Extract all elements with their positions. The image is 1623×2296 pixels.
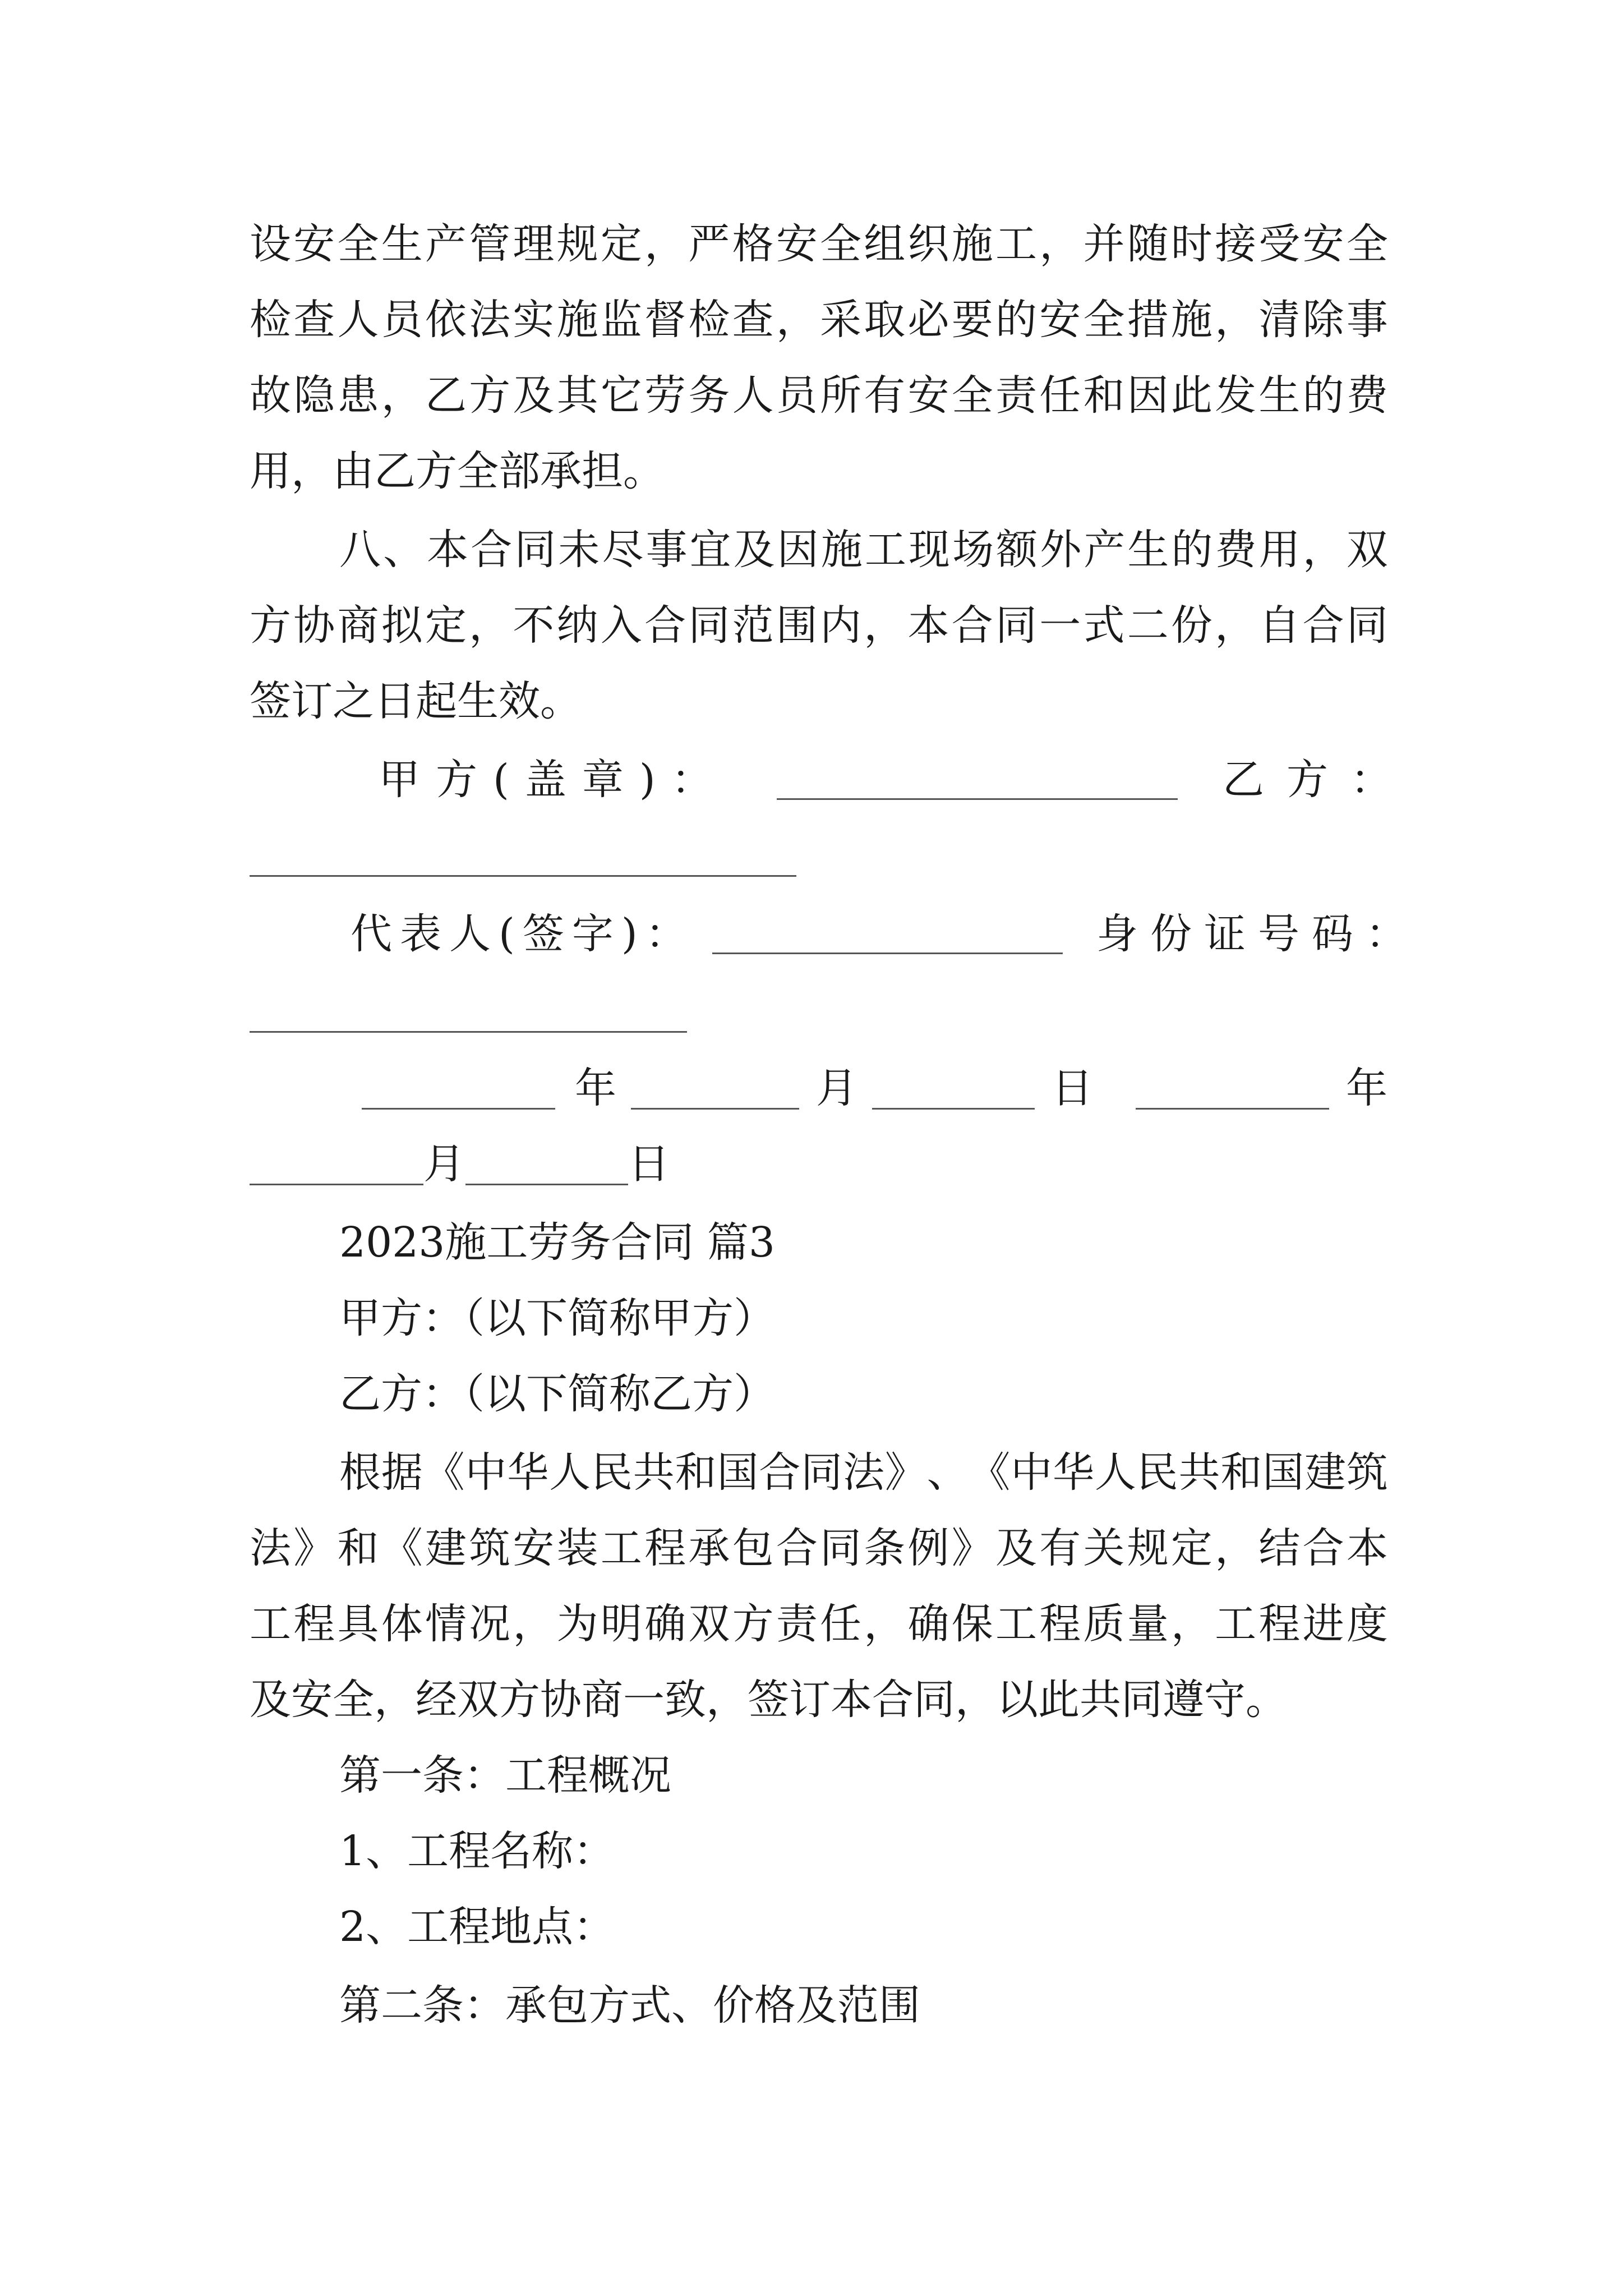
clause-8-line: 八 、 本 合 同 未 尽 事 宜 及 因 施 工 现 场 额 外 产 生 的 费 用 ， 双 bbox=[339, 526, 1388, 574]
paragraph-line: 用，由乙方全部承担。 bbox=[250, 447, 665, 495]
article-2-title: 第二条：承包方式、价格及范围 bbox=[339, 1981, 920, 2030]
article-1-item-2: 2、工程地点： bbox=[339, 1903, 615, 1951]
id-number-blank-line bbox=[250, 1031, 687, 1033]
preamble-line: 根 据 《 中 华 人 民 共 和 国 合 同 法 》 、 《 中 华 人 民 共 和 国 建 筑 bbox=[339, 1448, 1388, 1497]
day-label-2: 日 bbox=[628, 1140, 670, 1188]
year-label: 年 bbox=[575, 1064, 616, 1112]
month-label-2: 月 bbox=[423, 1140, 465, 1188]
party-a-line: 甲方：（以下简称甲方） bbox=[339, 1294, 775, 1342]
article-1-item-1: 1、工程名称： bbox=[339, 1827, 615, 1875]
month-blank-line bbox=[631, 1108, 799, 1110]
signature-row-parties bbox=[250, 754, 1414, 811]
day-blank-line bbox=[872, 1108, 1035, 1110]
paragraph-line: 设 安 全 生 产 管 理 规 定 ， 严 格 安 全 组 织 施 工 ， 并 随 时 接 受 安 全 bbox=[250, 220, 1388, 268]
month-blank-line-2 bbox=[250, 1184, 423, 1185]
clause-8-line: 方 协 商 拟 定 ， 不 纳 入 合 同 范 围 内 ， 本 合 同 一 式 二 份 ， 自 合 同 bbox=[250, 601, 1388, 650]
party-a-seal-label: 甲方(盖章)： bbox=[379, 756, 728, 804]
signature-row-dates bbox=[250, 1063, 1388, 1119]
month-label: 月 bbox=[816, 1064, 857, 1112]
party-b-label: 乙方： bbox=[1223, 756, 1414, 804]
representative-blank-line bbox=[712, 953, 1063, 954]
article-1-title: 第一条：工程概况 bbox=[339, 1751, 671, 1800]
id-number-label: 身份证号码： bbox=[1096, 910, 1419, 958]
representative-label: 代表人(签字)： bbox=[351, 910, 695, 958]
preamble-line: 工 程 具 体 情 况 ， 为 明 确 双 方 责 任 ， 确 保 工 程 质 量 ， 工 程 进 度 bbox=[250, 1600, 1388, 1648]
party-b-line: 乙方：（以下简称乙方） bbox=[339, 1370, 775, 1418]
paragraph-line: 检 查 人 员 依 法 实 施 监 督 检 查 ， 采 取 必 要 的 安 全 措 施 ， 清 除 事 bbox=[250, 296, 1388, 344]
year-blank-line bbox=[362, 1108, 555, 1110]
paragraph-line: 故 隐 患 ， 乙 方 及 其 它 劳 务 人 员 所 有 安 全 责 任 和 因 此 发 生 的 费 bbox=[250, 371, 1388, 420]
signature-row-representative bbox=[250, 909, 1419, 965]
clause-8-line: 签订之日起生效。 bbox=[250, 677, 582, 725]
day-label: 日 bbox=[1052, 1064, 1093, 1112]
signature-row-dates-2 bbox=[250, 1139, 1388, 1195]
party-b-blank-line bbox=[250, 875, 796, 877]
year-blank-line-2 bbox=[1136, 1108, 1329, 1110]
preamble-line: 法 》 和 《 建 筑 安 装 工 程 承 包 合 同 条 例 》 及 有 关 规 定 ， 结 合 本 bbox=[250, 1524, 1388, 1572]
preamble-line: 及安全，经双方协商一致，签订本合同，以此共同遵守。 bbox=[250, 1676, 1287, 1724]
day-blank-line-2 bbox=[465, 1184, 628, 1185]
section-heading: 2023施工劳务合同 篇3 bbox=[339, 1218, 775, 1267]
year-label-2: 年 bbox=[1346, 1064, 1387, 1112]
party-a-blank-line bbox=[777, 798, 1178, 800]
